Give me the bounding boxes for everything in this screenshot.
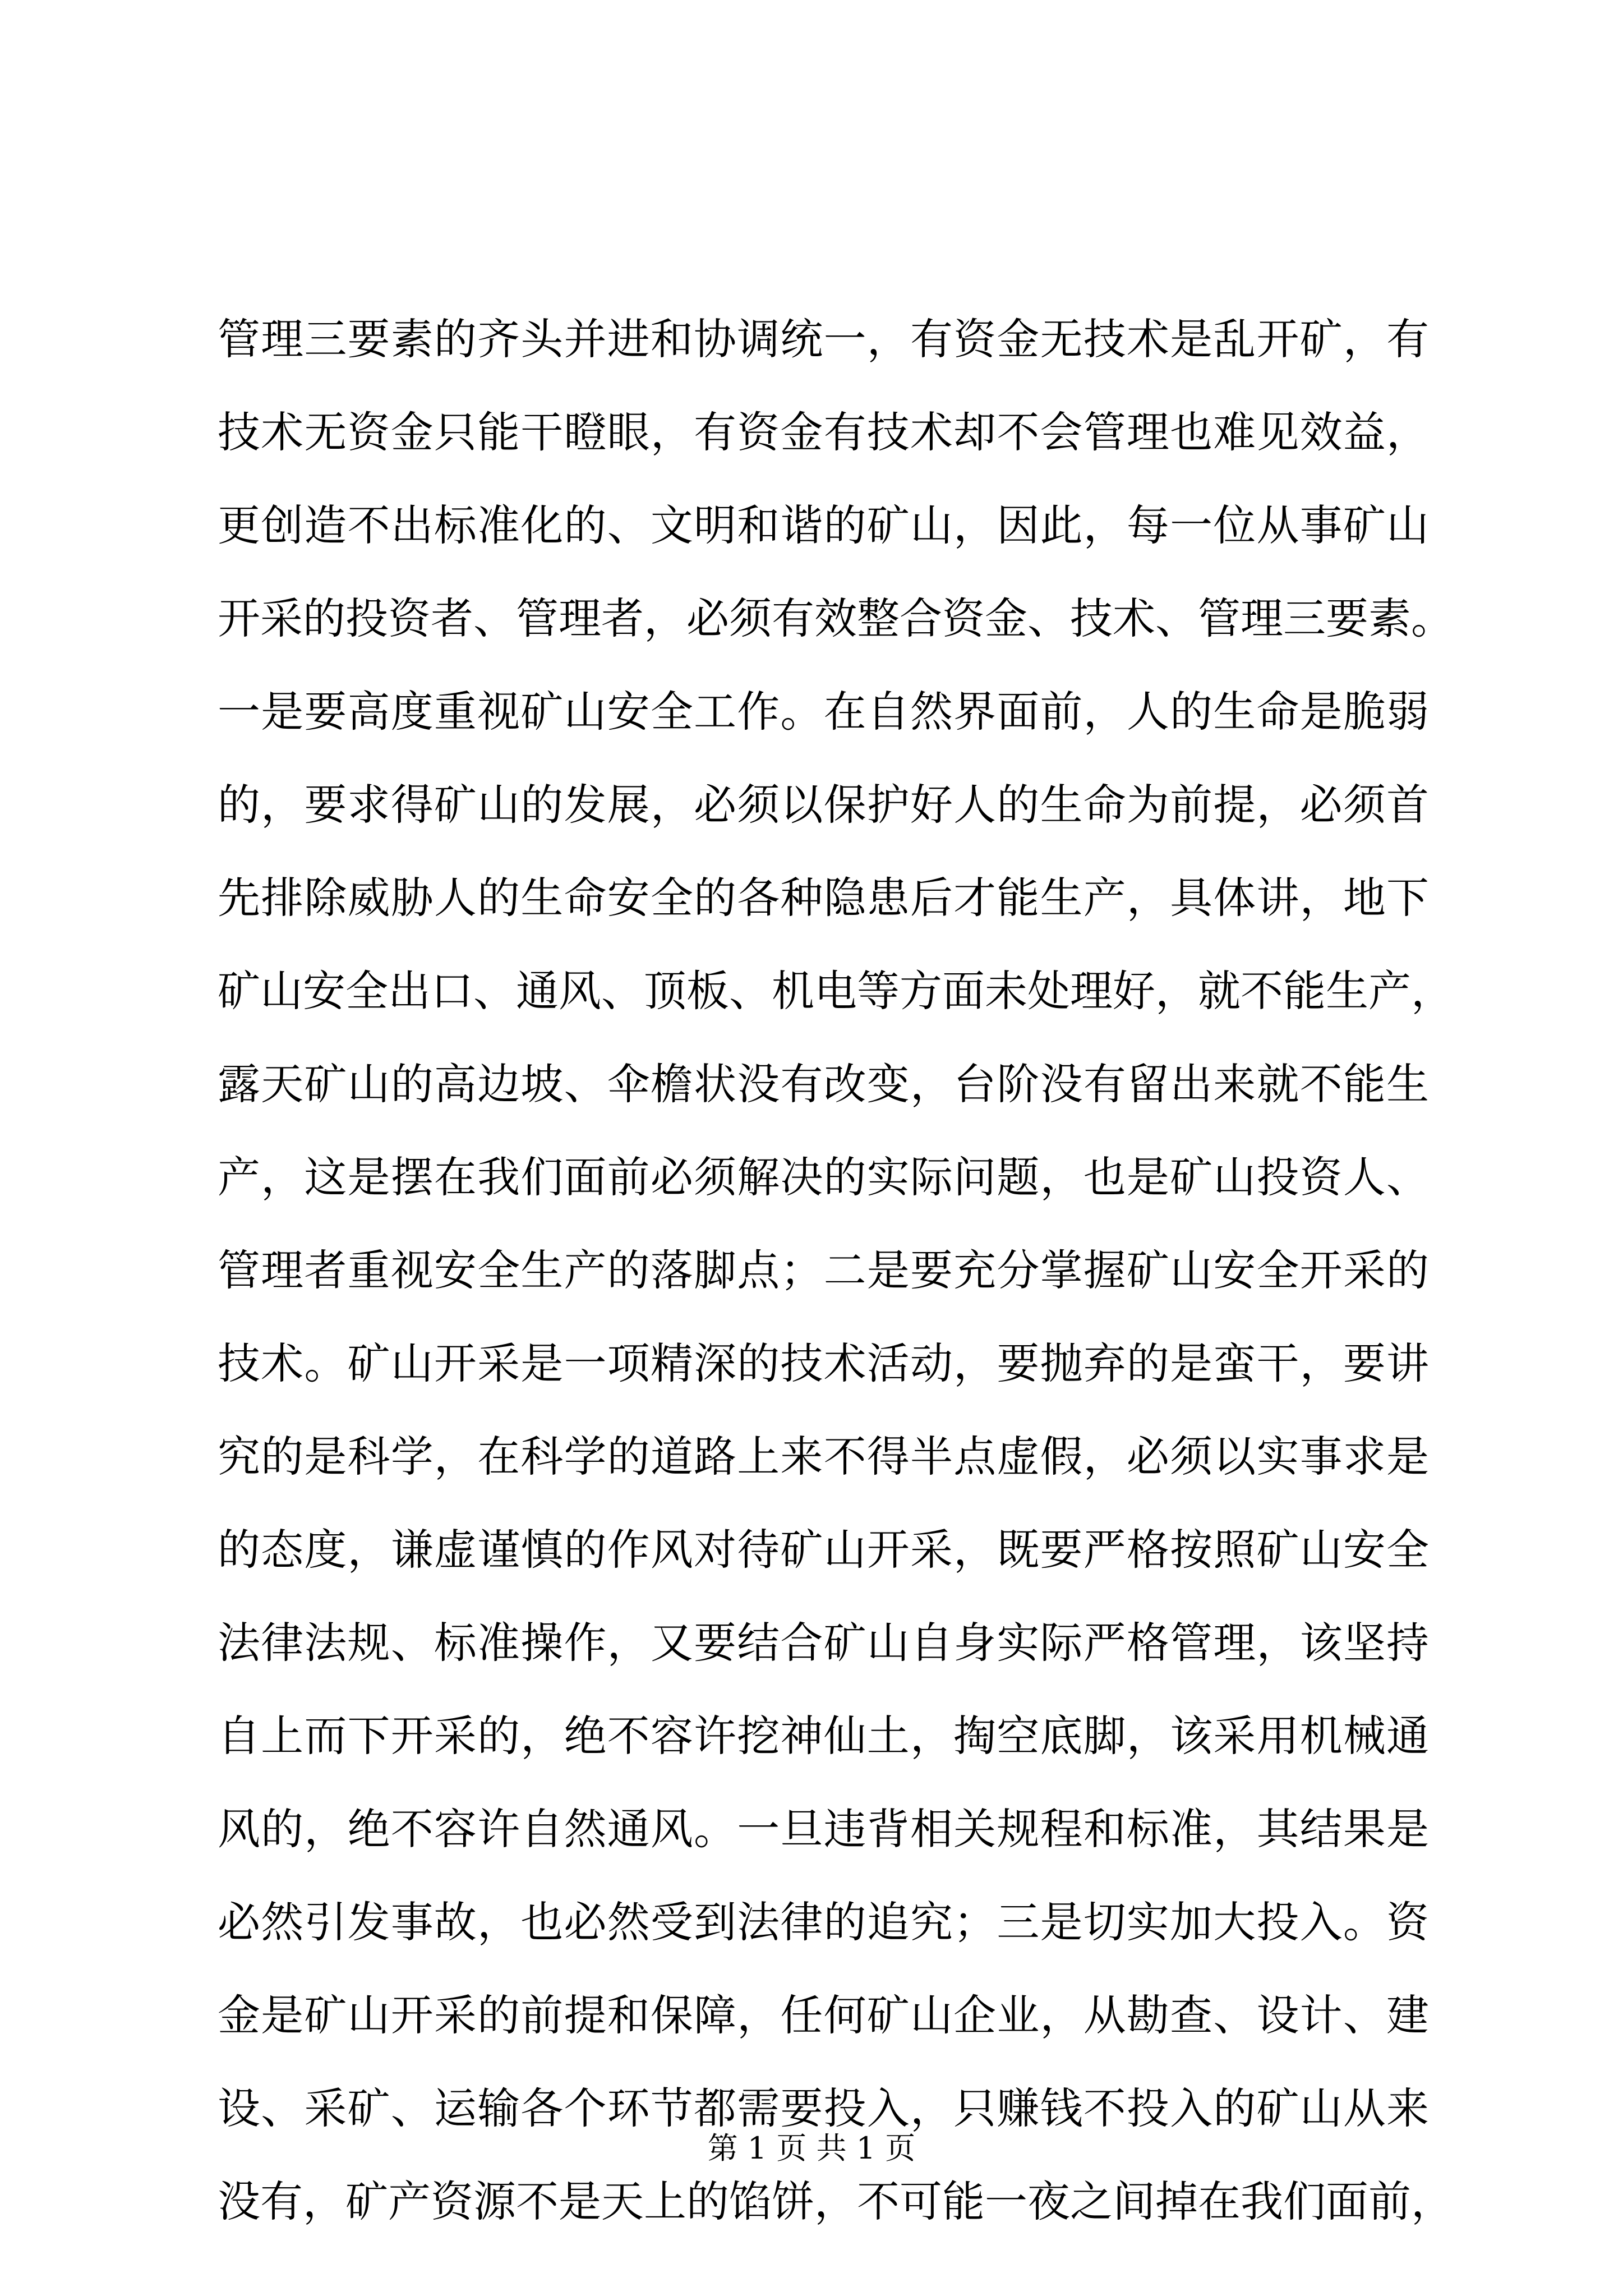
text-line: 设、采矿、运输各个环节都需要投入，只赚钱不投入的矿山从来 — [218, 2083, 1429, 2133]
text-line: 矿山安全出口、通风、顶板、机电等方面未处理好，就不能生产， — [218, 966, 1454, 1016]
text-line: 自上而下开采的，绝不容许挖神仙土，掏空底脚，该采用机械通 — [218, 1711, 1429, 1761]
text-line: 法律法规、标准操作，又要结合矿山自身实际严格管理，该坚持 — [218, 1618, 1429, 1668]
text-line: 的，要求得矿山的发展，必须以保护好人的生命为前提，必须首 — [218, 780, 1429, 830]
text-line: 管理者重视安全生产的落脚点；二是要充分掌握矿山安全开采的 — [218, 1245, 1429, 1295]
text-line: 风的，绝不容许自然通风。一旦违背相关规程和标准，其结果是 — [218, 1804, 1429, 1854]
text-line: 的态度，谦虚谨慎的作风对待矿山开采，既要严格按照矿山安全 — [218, 1525, 1429, 1575]
text-line: 先排除威胁人的生命安全的各种隐患后才能生产，具体讲，地下 — [218, 873, 1429, 923]
text-line: 金是矿山开采的前提和保障，任何矿山企业，从勘查、设计、建 — [218, 1990, 1429, 2040]
text-line: 露天矿山的高边坡、伞檐状没有改变，台阶没有留出来就不能生 — [218, 1059, 1429, 1109]
text-line: 必然引发事故，也必然受到法律的追究；三是切实加大投入。资 — [218, 1897, 1429, 1947]
text-line: 产，这是摆在我们面前必须解决的实际问题，也是矿山投资人、 — [218, 1152, 1429, 1202]
text-line: 没有，矿产资源不是天上的馅饼，不可能一夜之间掉在我们面前， — [218, 2177, 1454, 2226]
text-line: 管理三要素的齐头并进和协调统一，有资金无技术是乱开矿，有 — [218, 314, 1429, 364]
text-line: 技术无资金只能干瞪眼，有资金有技术却不会管理也难见效益， — [218, 407, 1429, 457]
page-footer: 第 1 页 共 1 页 — [707, 2131, 916, 2166]
text-line: 开采的投资者、管理者，必须有效整合资金、技术、管理三要素。 — [218, 593, 1454, 643]
text-line: 更创造不出标准化的、文明和谐的矿山，因此，每一位从事矿山 — [218, 500, 1429, 550]
text-line: 技术。矿山开采是一项精深的技术活动，要抛弃的是蛮干，要讲 — [218, 1338, 1429, 1388]
body-text — [218, 293, 1454, 2248]
text-line: 一是要高度重视矿山安全工作。在自然界面前，人的生命是脆弱 — [218, 687, 1429, 737]
text-line: 究的是科学，在科学的道路上来不得半点虚假，必须以实事求是 — [218, 1432, 1429, 1481]
